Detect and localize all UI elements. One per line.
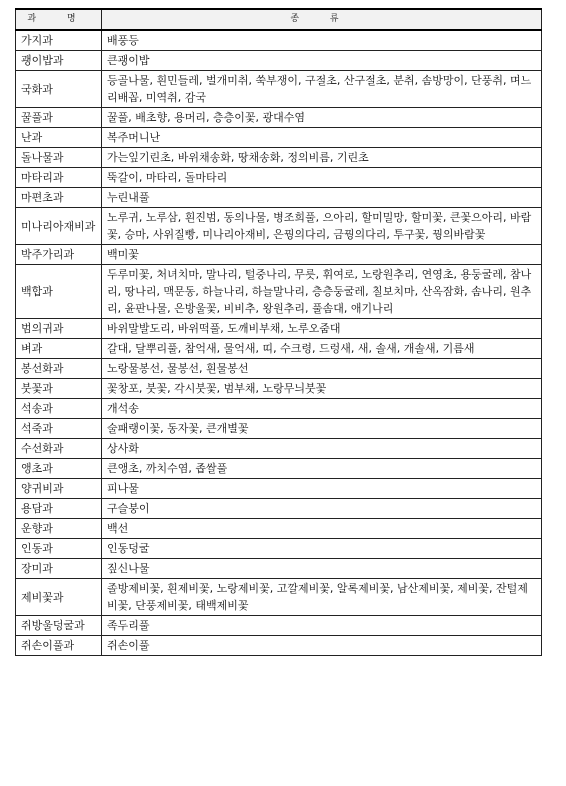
family-cell: 쥐손이풀과: [16, 636, 102, 656]
species-cell: 두루미꽃, 처녀치마, 말나리, 털중나리, 무릇, 휘여로, 노랑원추리, 연영초, 용둥굴레, 참나리, 땅나리, 맥문동, 하늘나리, 하늘말나리, 층층둥굴레, 칠보치마, 산옥잠화, 솜나리, 원추리, 윤판나물, 은방울꽃, 비비추, 왕원추리, 풀솜대, 애기나리: [102, 265, 542, 319]
species-cell: 졸방제비꽃, 흰제비꽃, 노랑제비꽃, 고깔제비꽃, 알록제비꽃, 남산제비꽃, 제비꽃, 잔털제비꽃, 단풍제비꽃, 태백제비꽃: [102, 579, 542, 616]
species-cell: 갈대, 달뿌리풀, 참억새, 물억새, 띠, 수크령, 드렁새, 새, 솔새, 개솔새, 기름새: [102, 339, 542, 359]
table-row: [16, 168, 542, 188]
family-cell: 백합과: [16, 265, 102, 319]
table-row: [16, 579, 542, 616]
family-cell: 제비꽃과: [16, 579, 102, 616]
species-cell: 인동덩굴: [102, 539, 542, 559]
species-cell: 누린내풀: [102, 188, 542, 208]
table-row: [16, 379, 542, 399]
table-header-row: [16, 9, 542, 30]
table-row: [16, 479, 542, 499]
table-row: [16, 539, 542, 559]
species-cell: 노랑물봉선, 물봉선, 흰물봉선: [102, 359, 542, 379]
table-row: [16, 208, 542, 245]
table-row: [16, 128, 542, 148]
family-cell: 난과: [16, 128, 102, 148]
header-family: 과 명: [16, 9, 102, 30]
table-body: [16, 30, 542, 656]
table-row: [16, 148, 542, 168]
table-row: [16, 108, 542, 128]
family-cell: 박주가리과: [16, 245, 102, 265]
family-cell: 마편초과: [16, 188, 102, 208]
species-cell: 술패랭이꽃, 동자꽃, 큰개별꽃: [102, 419, 542, 439]
family-cell: 국화과: [16, 71, 102, 108]
family-cell: 앵초과: [16, 459, 102, 479]
species-cell: 피나물: [102, 479, 542, 499]
table-row: [16, 265, 542, 319]
species-cell: 큰괭이밥: [102, 51, 542, 71]
species-cell: 복주머니난: [102, 128, 542, 148]
table-row: [16, 559, 542, 579]
table-row: [16, 616, 542, 636]
species-cell: 쥐손이풀: [102, 636, 542, 656]
species-cell: 족두리풀: [102, 616, 542, 636]
table-row: [16, 359, 542, 379]
family-cell: 가지과: [16, 30, 102, 51]
table-row: [16, 71, 542, 108]
table-row: [16, 188, 542, 208]
species-cell: 큰앵초, 까치수염, 좁쌀풀: [102, 459, 542, 479]
table-row: [16, 339, 542, 359]
family-cell: 용담과: [16, 499, 102, 519]
plant-species-table: [15, 8, 542, 656]
table-row: [16, 439, 542, 459]
species-cell: 바위말발도리, 바위떡풀, 도깨비부채, 노루오줌대: [102, 319, 542, 339]
family-cell: 양귀비과: [16, 479, 102, 499]
table-row: [16, 459, 542, 479]
family-cell: 괭이밥과: [16, 51, 102, 71]
species-cell: 가는잎기린초, 바위채송화, 땅채송화, 정의비름, 기린초: [102, 148, 542, 168]
table-row: [16, 30, 542, 51]
species-cell: 꿀풀, 배초향, 용머리, 층층이꽃, 광대수염: [102, 108, 542, 128]
family-cell: 붓꽃과: [16, 379, 102, 399]
species-cell: 백미꽃: [102, 245, 542, 265]
family-cell: 장미과: [16, 559, 102, 579]
species-cell: 구슬붕이: [102, 499, 542, 519]
table-row: [16, 51, 542, 71]
family-cell: 운향과: [16, 519, 102, 539]
header-species: 종 류: [102, 9, 542, 30]
species-cell: 배풍등: [102, 30, 542, 51]
family-cell: 인동과: [16, 539, 102, 559]
species-cell: 짚신나물: [102, 559, 542, 579]
family-cell: 미나리아재비과: [16, 208, 102, 245]
family-cell: 벼과: [16, 339, 102, 359]
family-cell: 석죽과: [16, 419, 102, 439]
family-cell: 쥐방울덩굴과: [16, 616, 102, 636]
family-cell: 돌나물과: [16, 148, 102, 168]
family-cell: 봉선화과: [16, 359, 102, 379]
table-row: [16, 519, 542, 539]
species-cell: 백선: [102, 519, 542, 539]
table-row: [16, 399, 542, 419]
species-cell: 등골나물, 흰민들레, 벌개미취, 쑥부쟁이, 구절초, 산구절초, 분취, 솜방망이, 단풍취, 며느리배꼽, 미역취, 감국: [102, 71, 542, 108]
species-cell: 개석송: [102, 399, 542, 419]
species-cell: 뚝갈이, 마타리, 돌마타리: [102, 168, 542, 188]
species-cell: 상사화: [102, 439, 542, 459]
table-row: [16, 419, 542, 439]
family-cell: 수선화과: [16, 439, 102, 459]
family-cell: 범의귀과: [16, 319, 102, 339]
family-cell: 꿀풀과: [16, 108, 102, 128]
table-row: [16, 499, 542, 519]
species-cell: 꽃창포, 붓꽃, 각시붓꽃, 범부채, 노랑무늬붓꽃: [102, 379, 542, 399]
species-cell: 노루귀, 노루삼, 흰진범, 동의나물, 병조희풀, 으아리, 할미밀망, 할미꽃, 큰꽃으아리, 바람꽃, 승마, 사위질빵, 미나리아재비, 은꿩의다리, 금꿩의다리, 투구꽃, 꿩의바람꽃: [102, 208, 542, 245]
family-cell: 석송과: [16, 399, 102, 419]
table-row: [16, 319, 542, 339]
table-row: [16, 245, 542, 265]
table-row: [16, 636, 542, 656]
family-cell: 마타리과: [16, 168, 102, 188]
